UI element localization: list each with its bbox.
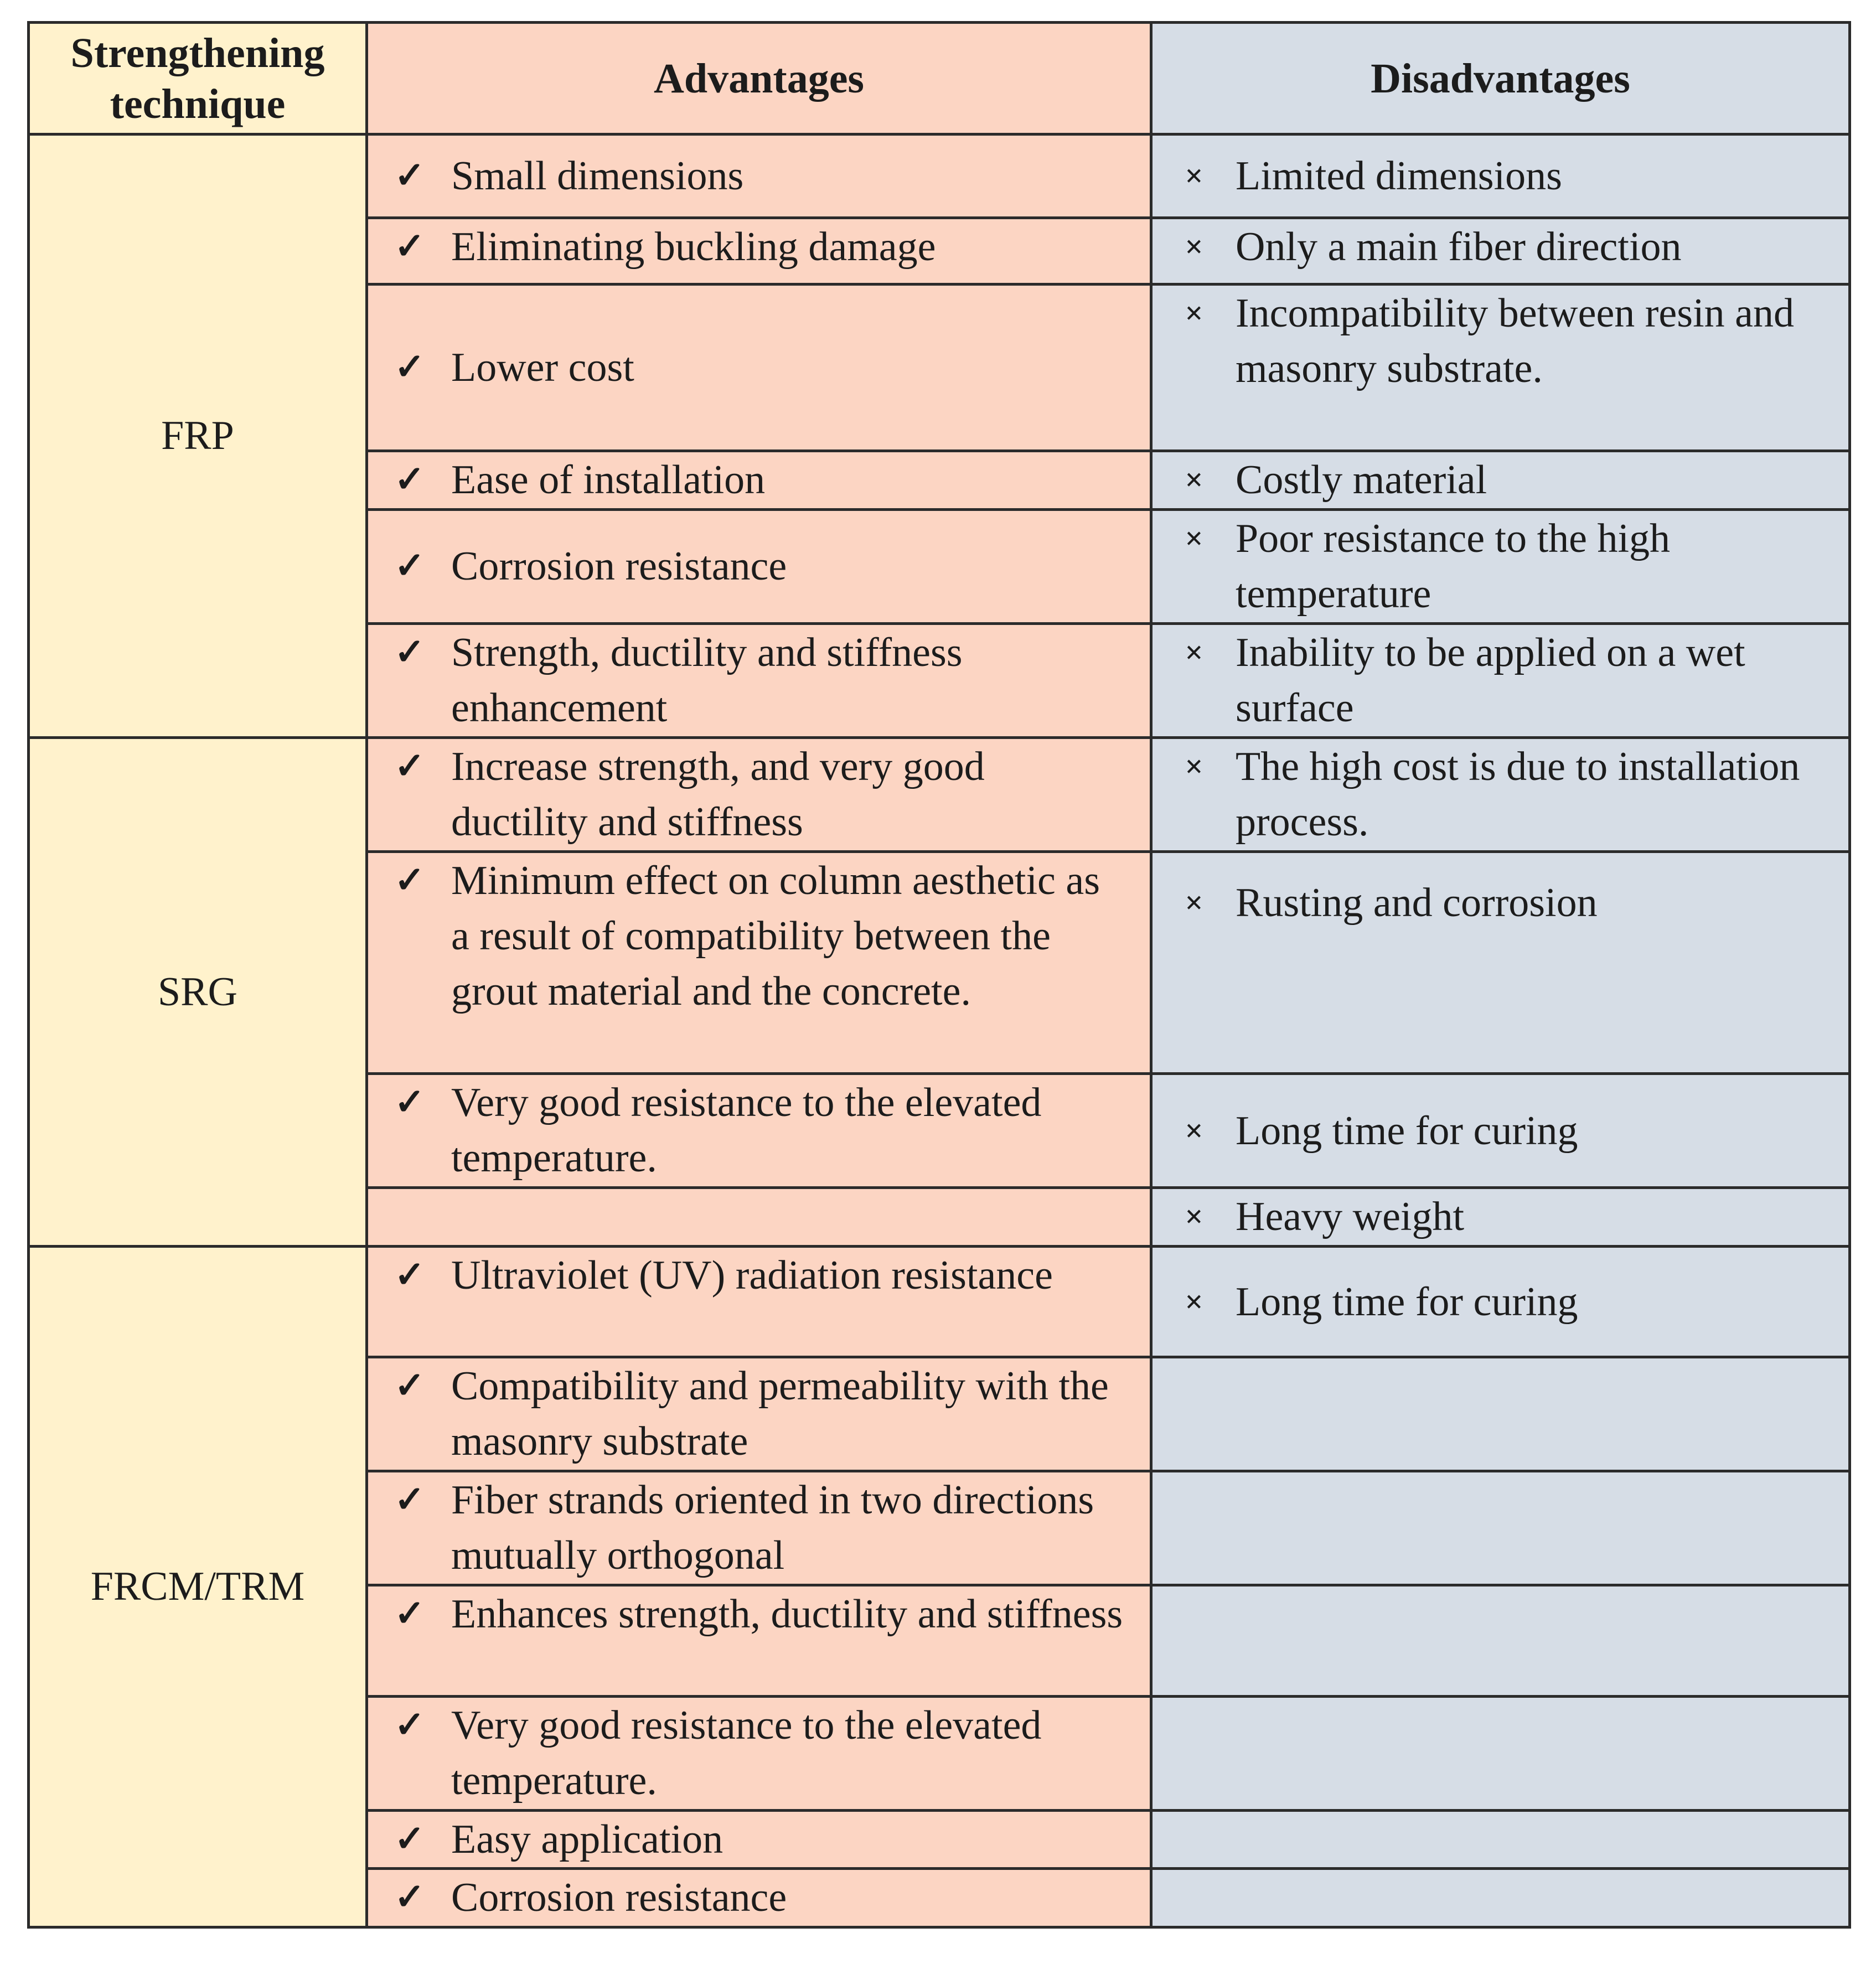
disadvantage-item [1153,286,1848,396]
cross-icon: × [1185,462,1203,498]
disadvantage-cell [1151,1869,1850,1927]
disadvantage-cell [1151,509,1850,623]
advantage-item [368,340,1150,395]
disadvantage-cell [1151,623,1850,737]
checkmark-icon: ✓ [394,1480,425,1521]
advantage-text: Lower cost [451,345,634,391]
advantage-cell [367,623,1151,737]
disadvantage-text: Long time for curing [1236,1279,1578,1325]
cross-icon: × [1185,295,1203,332]
advantage-text: Increase strength, and very good ductility and stiffness [451,743,985,845]
disadvantage-cell [1151,1585,1850,1697]
disadvantage-cell [1151,851,1850,1074]
disadvantage-text: Costly material [1236,457,1487,503]
cross-icon: × [1185,1283,1203,1320]
disadvantage-text: Long time for curing [1236,1108,1578,1154]
technique-cell: FRCM/TRM [29,1246,367,1927]
table-body [29,135,1850,1927]
advantage-item [368,1075,1150,1186]
checkmark-icon: ✓ [394,1705,425,1746]
technique-cell: FRP [29,135,367,738]
advantage-text: Compatibility and permeability with the masonry substrate [451,1363,1109,1465]
disadvantage-item [1153,1189,1848,1244]
advantage-item [368,148,1150,204]
advantage-cell [367,509,1151,623]
cross-icon: × [1185,228,1203,265]
checkmark-icon: ✓ [394,546,425,587]
advantage-cell [367,1471,1151,1585]
disadvantage-item [1153,625,1848,736]
advantage-item [368,1472,1150,1583]
advantage-cell [367,218,1151,285]
advantage-item [368,853,1150,1019]
checkmark-icon: ✓ [394,459,425,500]
disadvantage-text: Limited dimensions [1236,153,1562,199]
advantage-text: Corrosion resistance [451,1875,787,1921]
checkmark-icon: ✓ [394,1082,425,1123]
advantage-text: Strength, ductility and stiffness enhancement [451,629,963,731]
advantage-item [368,1698,1150,1808]
disadvantage-cell [1151,1357,1850,1471]
checkmark-icon: ✓ [394,1818,425,1859]
disadvantage-text: Heavy weight [1236,1194,1465,1240]
advantage-item [368,1248,1150,1303]
cross-icon: × [1185,1198,1203,1235]
table-row [29,737,1850,851]
advantage-cell [367,285,1151,451]
advantage-text: Minimum effect on column aesthetic as a result of compatibility between the grout material and the concrete. [451,857,1100,1014]
advantage-text: Corrosion resistance [451,544,787,590]
disadvantage-item [1153,875,1848,931]
cross-icon: × [1185,634,1203,670]
advantage-item [368,1358,1150,1469]
advantage-item [368,1812,1150,1867]
checkmark-icon: ✓ [394,1594,425,1635]
advantage-item [368,219,1150,275]
checkmark-icon: ✓ [394,1254,425,1295]
advantage-text: Ease of installation [451,457,766,503]
advantage-text: Very good resistance to the elevated temperature. [451,1080,1042,1181]
disadvantage-item [1153,452,1848,508]
advantage-item [368,539,1150,594]
advantage-item [368,452,1150,508]
disadvantage-cell [1151,218,1850,285]
advantage-cell [367,1357,1151,1471]
disadvantage-item [1153,511,1848,622]
advantage-cell [367,135,1151,218]
disadvantage-cell [1151,1471,1850,1585]
advantage-item [368,625,1150,736]
advantage-text: Eliminating buckling damage [451,224,936,270]
disadvantage-item [1153,1103,1848,1159]
table-row [29,1246,1850,1357]
disadvantage-item [1153,219,1848,275]
checkmark-icon: ✓ [394,347,425,388]
checkmark-icon: ✓ [394,1366,425,1407]
advantage-text: Very good resistance to the elevated temperature. [451,1703,1042,1804]
checkmark-icon: ✓ [394,155,425,196]
checkmark-icon: ✓ [394,746,425,787]
advantage-cell [367,1869,1151,1927]
advantage-cell [367,1074,1151,1188]
disadvantage-text: Inability to be applied on a wet surface [1236,629,1745,731]
cross-icon: × [1185,520,1203,556]
advantage-cell [367,1585,1151,1697]
disadvantage-cell [1151,285,1850,451]
checkmark-icon: ✓ [394,1877,425,1918]
advantage-cell [367,451,1151,509]
cross-icon: × [1185,884,1203,921]
disadvantage-item [1153,1274,1848,1330]
advantage-text: Fiber strands oriented in two directions mutually orthogonal [451,1477,1094,1579]
disadvantage-cell [1151,737,1850,851]
disadvantage-cell [1151,1074,1850,1188]
disadvantage-cell [1151,1697,1850,1811]
advantage-cell [367,1810,1151,1868]
advantage-item [368,739,1150,850]
advantage-text: Small dimensions [451,153,744,199]
advantage-cell [367,737,1151,851]
disadvantage-cell [1151,1246,1850,1357]
disadvantage-item [1153,148,1848,204]
disadvantage-cell [1151,1810,1850,1868]
comparison-table [27,21,1851,1929]
advantage-text: Ultraviolet (UV) radiation resistance [451,1252,1053,1298]
disadvantage-text: Rusting and corrosion [1236,880,1598,926]
technique-cell: SRG [29,737,367,1246]
advantage-item [368,1870,1150,1925]
table-row [29,135,1850,218]
header-technique: Strengthening technique [29,23,367,135]
header-disadvantages: Disadvantages [1151,23,1850,135]
disadvantage-text: Only a main fiber direction [1236,224,1682,270]
header-advantages: Advantages [367,23,1151,135]
disadvantage-cell [1151,451,1850,509]
advantage-text: Enhances strength, ductility and stiffness [451,1591,1123,1637]
header-row [29,23,1850,135]
disadvantage-text: The high cost is due to installation process. [1236,743,1800,845]
advantage-cell [367,851,1151,1074]
disadvantage-cell [1151,135,1850,218]
cross-icon: × [1185,157,1203,194]
disadvantage-text: Incompatibility between resin and masonry substrate. [1236,291,1794,392]
advantage-text: Easy application [451,1816,723,1862]
cross-icon: × [1185,748,1203,784]
disadvantage-text: Poor resistance to the high temperature [1236,515,1671,617]
advantage-cell [367,1697,1151,1811]
checkmark-icon: ✓ [394,226,425,267]
checkmark-icon: ✓ [394,632,425,673]
disadvantage-cell [1151,1188,1850,1246]
advantage-cell [367,1246,1151,1357]
cross-icon: × [1185,1112,1203,1149]
disadvantage-item [1153,739,1848,850]
advantage-cell [367,1188,1151,1246]
checkmark-icon: ✓ [394,860,425,901]
advantage-item [368,1586,1150,1642]
